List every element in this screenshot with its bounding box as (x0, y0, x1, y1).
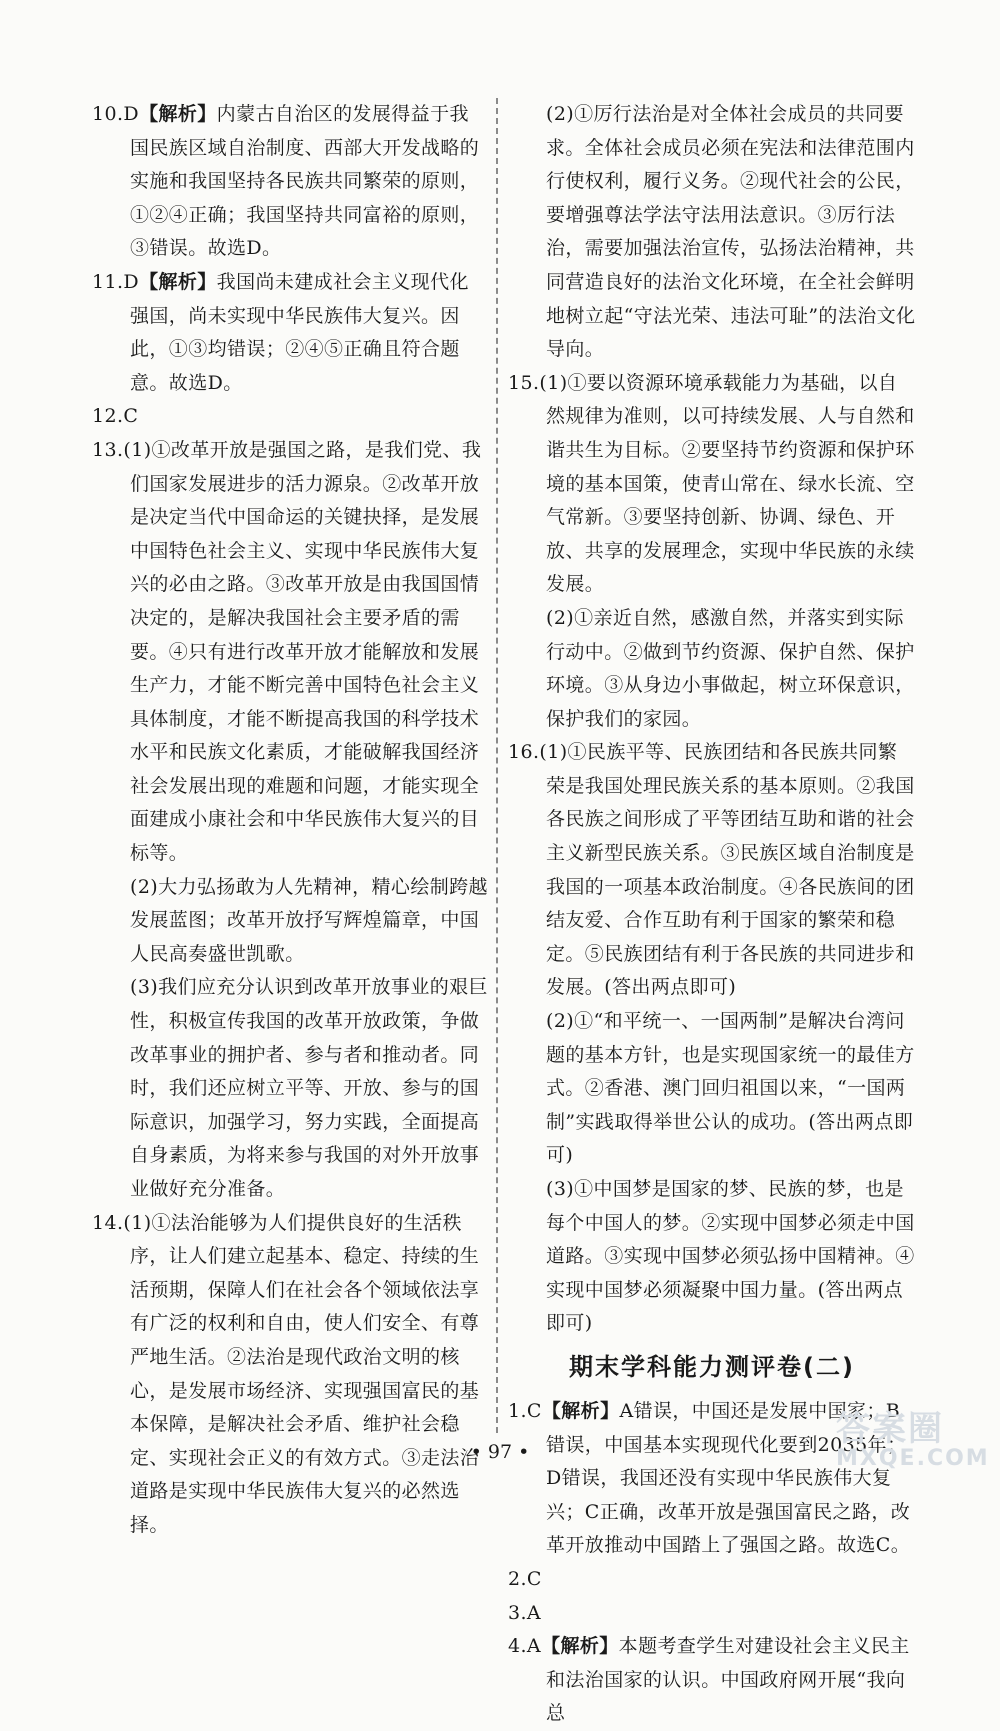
exam2-answer-2: 2.C (508, 1567, 542, 1590)
right-column (508, 98, 916, 1731)
answer-11: 11.D【解析】我国尚未建成社会主义现代化强国，尚未实现中华民族伟大复兴。因此，①③均错误；②④⑤正确且符合题意。故选D。 (92, 270, 469, 394)
answer-13-part-2: (2)大力弘扬敢为人先精神，精心绘制跨越发展蓝图；改革开放抒写辉煌篇章，中国人民高奏盛世凯歌。 (130, 875, 488, 965)
section-title: 期末学科能力测评卷(二) (569, 1352, 855, 1381)
answer-14-part-2: (2)①厉行法治是对全体社会成员的共同要求。全体社会成员必须在宪法和法律范围内行使权利，履行义务。②现代社会的公民，要增强尊法学法守法用法意识。③厉行法治，需要加强法治宣传，弘扬法治精神，共同营造良好的法治文化环境，在全社会鲜明地树立起“守法光荣、违法可耻”的法治文化导向。 (546, 103, 916, 361)
analysis-tag: 【解析】 (139, 270, 217, 293)
left-column (92, 98, 488, 1543)
analysis-tag: 【解析】 (541, 1399, 620, 1422)
watermark-line-2: MXQE.COM (836, 1446, 990, 1471)
answer-12: 12.C (92, 405, 139, 428)
analysis-tag: 【解析】 (541, 1635, 619, 1658)
column-divider (496, 98, 498, 1433)
page-number: • 97 • (470, 1441, 530, 1463)
watermark-line-1: 答案圈 (836, 1409, 944, 1449)
answer-13-part-1: 13.(1)①改革开放是强国之路，是我们党、我们国家发展进步的活力源泉。②改革开放是决定当代中国命运的关键抉择，是发展中国特色社会主义、实现中华民族伟大复兴的必由之路。③改革开放是由我国国情决定的，是解决我国社会主要矛盾的需要。④只有进行改革开放才能解放和发展生产力，才能不断完善中国特色社会主义具体制度，才能不断提高我国的科学技术水平和民族文化素质，才能破解我国经济社会发展出现的难题和问题，才能实现全面建成小康社会和中华民族伟大复兴的目标等。 (92, 438, 482, 865)
exam2-answer-3: 3.A (508, 1601, 542, 1624)
answer-16-part-3: (3)①中国梦是国家的梦、民族的梦，也是每个中国人的梦。②实现中国梦必须走中国道路。③实现中国梦必须弘扬中国精神。④实现中国梦必须凝聚中国力量。(答出两点即可) (546, 1178, 915, 1335)
answer-15-part-1: 15.(1)①要以资源环境承载能力为基础，以自然规律为准则，以可持续发展、人与自然和谐共生为目标。②要坚持节约资源和保护环境的基本国策，使青山常在、绿水长流、空气常新。③要坚持创新、协调、绿色、开放、共享的发展理念，实现中华民族的永续发展。 (508, 371, 915, 596)
watermark-logo (836, 1401, 990, 1471)
exam2-answer-1: 1.C【解析】A错误，中国还是发展中国家；B错误，中国基本实现现代化要到2035年；D错误，我国还没有实现中华民族伟大复兴；C正确，改革开放是强国富民之路，改革开放推动中国踏上了强国之路。故选C。 (508, 1399, 911, 1557)
answer-14-part-1: 14.(1)①法治能够为人们提供良好的生活秩序，让人们建立起基本、稳定、持续的生活预期，保障人们在社会各个领域依法享有广泛的权利和自由，使人们安全、有尊严地生活。②法治是现代政治文明的核心，是发展市场经济、实现强国富民的基本保障，是解决社会矛盾、维护社会稳定、实现社会正义的有效方式。③走法治道路是实现中华民族伟大复兴的必然选择。 (92, 1211, 480, 1536)
answer-16-part-1: 16.(1)①民族平等、民族团结和各民族共同繁荣是我国处理民族关系的基本原则。②我国各民族之间形成了平等团结互助和谐的社会主义新型民族关系。③民族区域自治制度是我国的一项基本政治制度。④各民族间的团结友爱、合作互助有利于国家的繁荣和稳定。⑤民族团结有利于各民族的共同进步和发展。(答出两点即可) (508, 741, 915, 999)
exam2-answer-4: 4.A【解析】本题考查学生对建设社会主义民主和法治国家的认识。中国政府网开展“我向总 (508, 1635, 910, 1725)
answer-10: 10.D【解析】内蒙古自治区的发展得益于我国民族区域自治制度、西部大开发战略的实施和我国坚持各民族共同繁荣的原则，①②④正确；我国坚持共同富裕的原则，③错误。故选D。 (92, 103, 480, 260)
answer-13-part-3: (3)我们应充分认识到改革开放事业的艰巨性，积极宣传我国的改革开放政策，争做改革事业的拥护者、参与者和推动者。同时，我们还应树立平等、开放、参与的国际意识，加强学习，努力实践，全面提高自身素质，为将来参与我国的对外开放事业做好充分准备。 (130, 976, 488, 1200)
answer-15-part-2: (2)①亲近自然，感激自然，并落实到实际行动中。②做到节约资源、保护自然、保护环境。③从身边小事做起，树立环保意识，保护我们的家园。 (546, 606, 915, 730)
analysis-tag: 【解析】 (139, 103, 217, 125)
answer-16-part-2: (2)①“和平统一、一国两制”是解决台湾问题的基本方针，也是实现国家统一的最佳方式。②香港、澳门回归祖国以来，“一国两制”实践取得举世公认的成功。(答出两点即可) (546, 1010, 915, 1167)
